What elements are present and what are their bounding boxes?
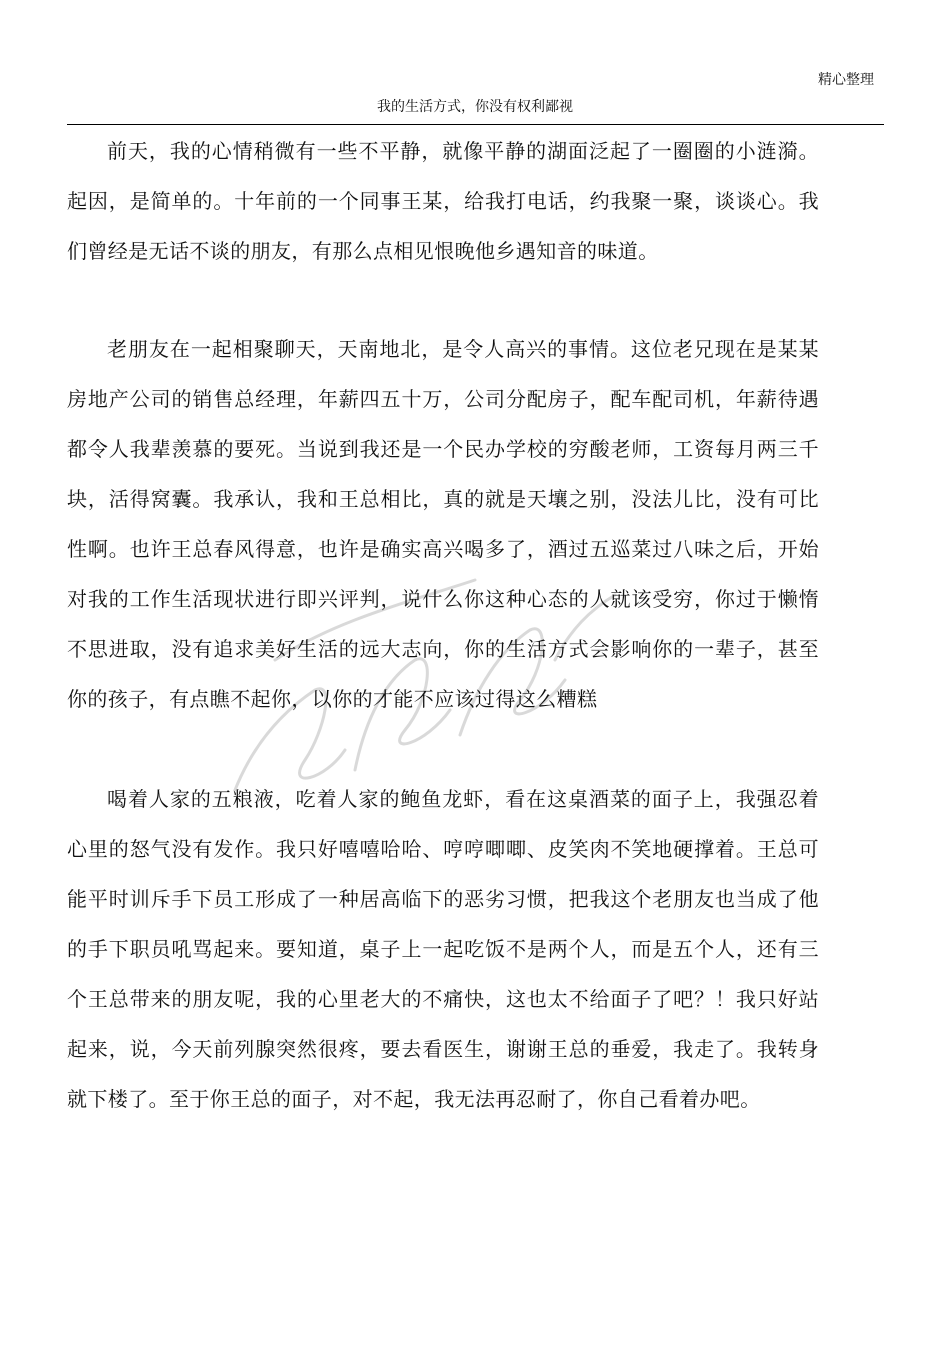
header-divider <box>67 124 884 125</box>
header-right-label: 精心整理 <box>818 72 874 88</box>
article-paragraph-block-1 <box>67 126 819 276</box>
paragraph: 前天，我的心情稍微有一些不平静，就像平静的湖面泛起了一圈圈的小涟漪。起因，是简单的。十年前的一个同事王某，给我打电话，约我聚一聚，谈谈心。我们曾经是无话不谈的朋友，有那么点相见恨晚他乡遇知音的味道。 <box>67 139 819 263</box>
article-paragraph-block-2 <box>67 324 819 724</box>
document-title: 我的生活方式，你没有权利鄙视 <box>377 99 573 115</box>
article-paragraph-block-3 <box>67 774 819 1124</box>
paragraph: 喝着人家的五粮液，吃着人家的鲍鱼龙虾，看在这桌酒菜的面子上，我强忍着心里的怒气没有发作。我只好嘻嘻哈哈、哼哼唧唧、皮笑肉不笑地硬撑着。王总可能平时训斥手下员工形成了一种居高临下的恶劣习惯，把我这个老朋友也当成了他的手下职员吼骂起来。要知道，桌子上一起吃饭不是两个人，而是五个人，还有三个王总带来的朋友呢，我的心里老大的不痛快，这也太不给面子了吧？！我只好站起来，说，今天前列腺突然很疼，要去看医生，谢谢王总的垂爱，我走了。我转身就下楼了。至于你王总的面子，对不起，我无法再忍耐了，你自己看着办吧。 <box>67 787 819 1111</box>
paragraph: 老朋友在一起相聚聊天，天南地北，是令人高兴的事情。这位老兄现在是某某房地产公司的销售总经理，年薪四五十万，公司分配房子，配车配司机，年薪待遇都令人我辈羡慕的要死。当说到我还是一个民办学校的穷酸老师，工资每月两三千块，活得窝囊。我承认，我和王总相比，真的就是天壤之别，没法儿比，没有可比性啊。也许王总春风得意，也许是确实高兴喝多了，酒过五巡菜过八味之后，开始对我的工作生活现状进行即兴评判，说什么你这种心态的人就该受穷，你过于懒惰不思进取，没有追求美好生活的远大志向，你的生活方式会影响你的一辈子，甚至你的孩子，有点瞧不起你，以你的才能不应该过得这么糟糕 <box>67 337 819 711</box>
